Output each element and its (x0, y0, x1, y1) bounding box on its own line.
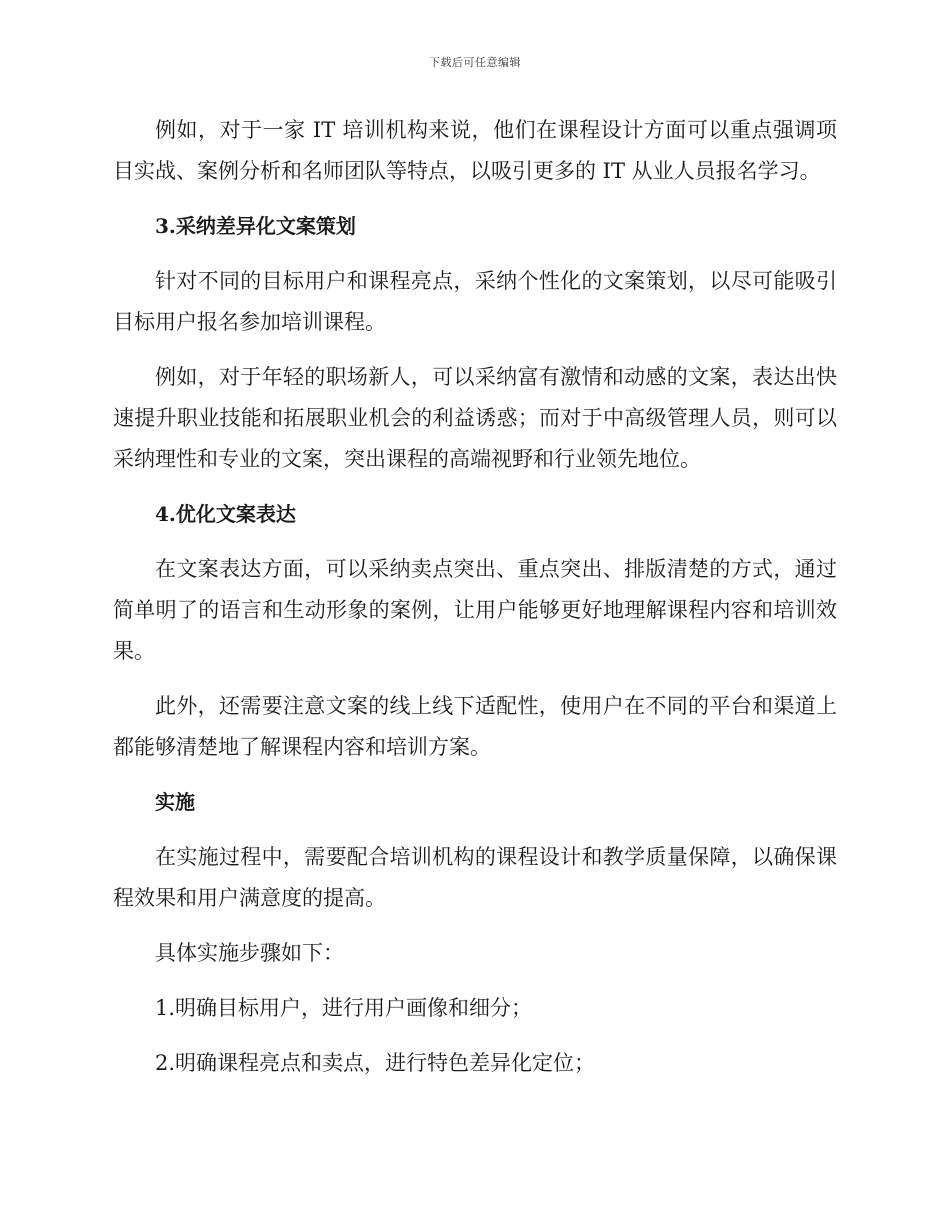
paragraph-example-it: 例如，对于一家 IT 培训机构来说，他们在课程设计方面可以重点强调项目实战、案例分析和名师团队等特点，以吸引更多的 IT 从业人员报名学习。 (113, 118, 837, 183)
heading-section-4: 4.优化文案表达 (155, 502, 296, 526)
paragraph-copy-expression: 在文案表达方面，可以采纳卖点突出、重点突出、排版清楚的方式，通过简单明了的语言和生动形象的案例，让用户能够更好地理解课程内容和培训效果。 (113, 557, 837, 663)
paragraph-personalized-copy: 针对不同的目标用户和课程亮点，采纳个性化的文案策划，以尽可能吸引目标用户报名参加培训课程。 (113, 269, 837, 334)
page-header-note: 下载后可任意编辑 (429, 56, 521, 69)
list-item-step-2: 2.明确课程亮点和卖点，进行特色差异化定位； (155, 1051, 596, 1075)
heading-section-3: 3.采纳差异化文案策划 (155, 214, 356, 238)
paragraph-channel-adaptation: 此外，还需要注意文案的线上线下适配性，使用户在不同的平台和渠道上都能够清楚地了解课程内容和培训方案。 (113, 694, 837, 759)
paragraph-steps-intro: 具体实施步骤如下： (155, 941, 344, 965)
paragraph-implementation: 在实施过程中，需要配合培训机构的课程设计和教学质量保障，以确保课程效果和用户满意度的提高。 (113, 845, 837, 910)
paragraph-example-audience: 例如，对于年轻的职场新人，可以采纳富有激情和动感的文案，表达出快速提升职业技能和拓展职业机会的利益诱惑；而对于中高级管理人员，则可以采纳理性和专业的文案，突出课程的高端视野和行业领先地位。 (113, 365, 837, 471)
list-item-step-1: 1.明确目标用户，进行用户画像和细分； (155, 996, 533, 1020)
heading-implementation: 实施 (155, 790, 195, 814)
document-body (113, 110, 837, 1098)
